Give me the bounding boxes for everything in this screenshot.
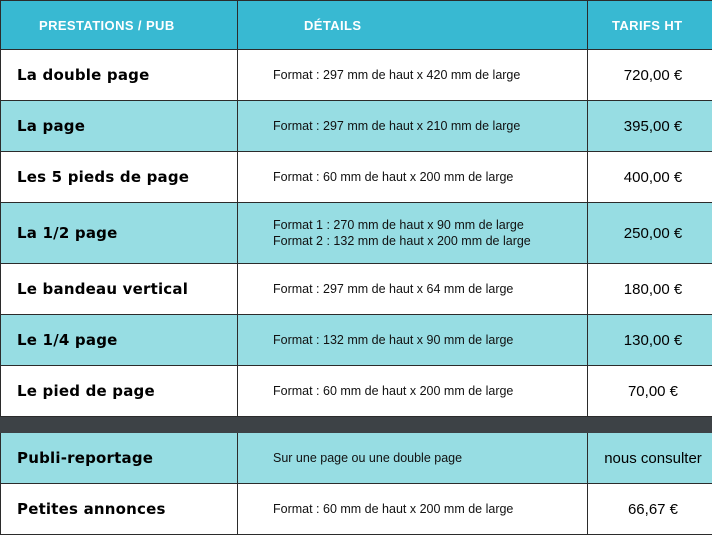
header-details: DÉTAILS [238,1,588,50]
prestation-price: 70,00 € [588,366,712,417]
prestation-details [238,433,588,484]
prestation-name: Petites annonces [1,484,238,535]
detail-line: Sur une page ou une double page [273,451,463,465]
detail-line: Format : 60 mm de haut x 200 mm de large [273,170,514,184]
detail-line: Format 1 : 270 mm de haut x 90 mm de large [273,218,524,232]
table-body [1,50,712,535]
separator-bar [1,417,712,433]
detail-line: Format : 297 mm de haut x 210 mm de large [273,119,521,133]
table-row [1,433,712,484]
table-row [1,264,712,315]
section-separator [1,417,712,433]
prestation-price: nous consulter [588,433,712,484]
prestation-details [238,203,588,264]
table-row [1,203,712,264]
prestation-price: 395,00 € [588,101,712,152]
detail-line: Format : 60 mm de haut x 200 mm de large [273,384,514,398]
header-prestations: PRESTATIONS / PUB [1,1,238,50]
detail-line: Format : 297 mm de haut x 64 mm de large [273,282,514,296]
prestation-details [238,366,588,417]
table-header [1,1,712,50]
prestation-price: 130,00 € [588,315,712,366]
prestation-name: La page [1,101,238,152]
prestation-details [238,484,588,535]
prestation-name: La 1/2 page [1,203,238,264]
prestation-details [238,264,588,315]
table-row [1,152,712,203]
prestation-price: 720,00 € [588,50,712,101]
detail-line: Format : 60 mm de haut x 200 mm de large [273,502,514,516]
table-row [1,101,712,152]
prestation-details [238,101,588,152]
detail-line: Format 2 : 132 mm de haut x 200 mm de large [273,234,531,248]
prestation-details [238,315,588,366]
detail-line: Format : 297 mm de haut x 420 mm de large [273,68,521,82]
detail-line: Format : 132 mm de haut x 90 mm de large [273,333,514,347]
prestation-name: Le pied de page [1,366,238,417]
prestation-price: 180,00 € [588,264,712,315]
table-row [1,50,712,101]
table-row [1,484,712,535]
prestation-name: Le bandeau vertical [1,264,238,315]
table-row [1,366,712,417]
prestation-price: 250,00 € [588,203,712,264]
prestation-price: 400,00 € [588,152,712,203]
header-tarifs: TARIFS HT [588,1,712,50]
prestation-name: La double page [1,50,238,101]
table-row [1,315,712,366]
prestation-details [238,152,588,203]
prestation-name: Les 5 pieds de page [1,152,238,203]
prestation-details [238,50,588,101]
prestation-name: Publi-reportage [1,433,238,484]
prestation-name: Le 1/4 page [1,315,238,366]
prestation-price: 66,67 € [588,484,712,535]
